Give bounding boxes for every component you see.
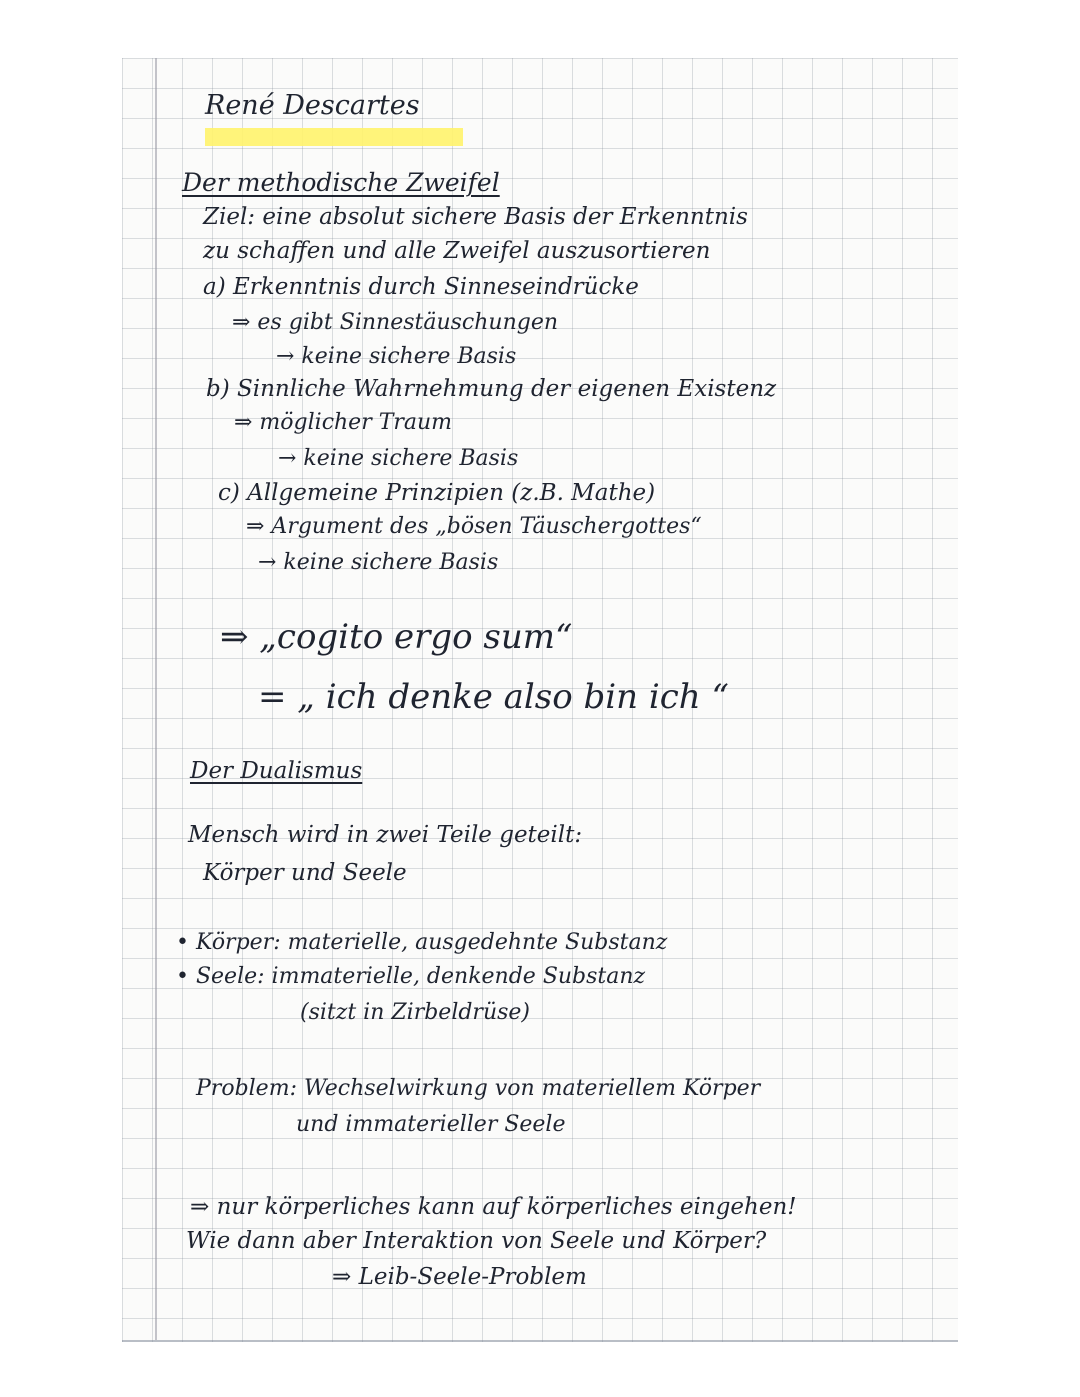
section-heading-dualismus: Der Dualismus: [190, 758, 363, 784]
conclusion-cogito: ⇒ „cogito ergo sum“: [220, 617, 573, 657]
dualism-line-2: Körper und Seele: [203, 860, 407, 886]
dualism-line-1: Mensch wird in zwei Teile geteilt:: [188, 822, 583, 848]
point-a-arrow: ⇒ es gibt Sinnestäuschungen: [232, 310, 559, 335]
point-a-result: → keine sichere Basis: [276, 344, 517, 369]
problem-line-2: und immaterieller Seele: [296, 1112, 566, 1137]
point-b-result: → keine sichere Basis: [278, 446, 519, 471]
bullet-koerper: • Körper: materielle, ausgedehnte Substanz: [176, 930, 668, 955]
point-c: c) Allgemeine Prinzipien (z.B. Mathe): [218, 480, 656, 506]
bullet-seele: • Seele: immaterielle, denkende Substanz: [176, 964, 646, 989]
section-heading-zweifel: Der methodische Zweifel: [182, 168, 500, 197]
title-highlight: [205, 128, 463, 146]
final-line-1: ⇒ nur körperliches kann auf körperliches eingehen!: [190, 1194, 797, 1220]
point-a: a) Erkenntnis durch Sinneseindrücke: [203, 274, 639, 300]
margin-line: [155, 58, 157, 1340]
page-title: René Descartes: [205, 90, 420, 121]
goal-line-2: zu schaffen und alle Zweifel auszusortieren: [203, 238, 711, 264]
point-c-result: → keine sichere Basis: [258, 550, 499, 575]
final-line-2: Wie dann aber Interaktion von Seele und Körper?: [186, 1228, 767, 1254]
point-c-arrow: ⇒ Argument des „bösen Täuschergottes“: [246, 514, 702, 539]
point-b: b) Sinnliche Wahrnehmung der eigenen Existenz: [206, 376, 777, 402]
final-line-3: ⇒ Leib-Seele-Problem: [332, 1264, 587, 1290]
conclusion-translation: = „ ich denke also bin ich “: [258, 677, 729, 717]
point-b-arrow: ⇒ möglicher Traum: [234, 410, 453, 435]
goal-line-1: Ziel: eine absolut sichere Basis der Erkenntnis: [203, 204, 748, 230]
bullet-seele-note: (sitzt in Zirbeldrüse): [300, 1000, 531, 1025]
problem-line-1: Problem: Wechselwirkung von materiellem Körper: [196, 1076, 761, 1101]
